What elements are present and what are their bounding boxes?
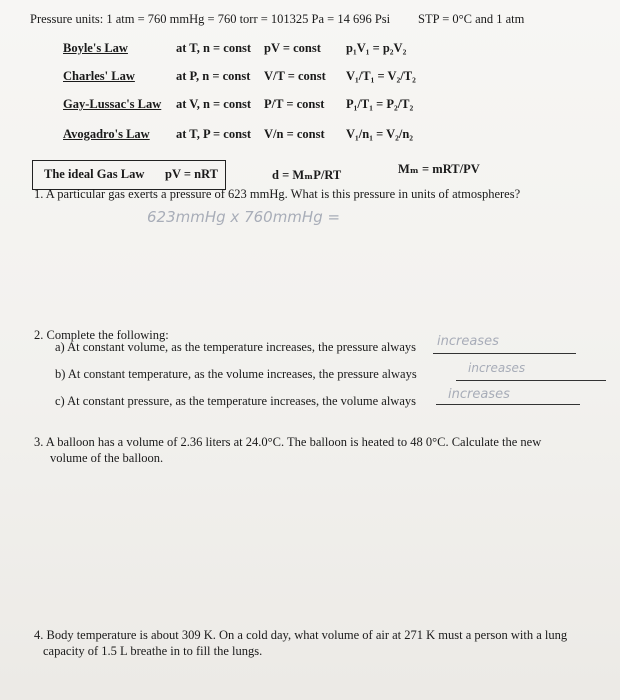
question-4-line-1: 4. Body temperature is about 309 K. On a cold day, what volume of air at 271 K must a person with a lung <box>34 628 568 642</box>
question-2-intro: 2. Complete the following: <box>34 328 169 342</box>
law-equation: p₁V₁ = p₂V₂ <box>346 41 407 55</box>
answer-line <box>433 353 576 354</box>
law-condition: at V, n = const <box>176 97 252 111</box>
law-condition: at P, n = const <box>176 69 251 83</box>
law-relation: V/n = const <box>264 127 325 141</box>
question-2c-answer: increases <box>448 387 510 402</box>
law-relation: pV = const <box>264 41 321 55</box>
law-name: Charles' Law <box>63 69 135 83</box>
law-equation: V₁/T₁ = V₂/T₂ <box>346 69 416 83</box>
question-1-handwritten-answer: 623mmHg x 760mmHg = <box>147 208 341 226</box>
molar-mass-formula: Mₘ = mRT/PV <box>398 162 480 176</box>
pressure-units: Pressure units: 1 atm = 760 mmHg = 760 torr = 101325 Pa = 14 696 Psi <box>30 12 391 26</box>
ideal-gas-label: The ideal Gas Law <box>44 167 145 181</box>
question-2a-answer: increases <box>437 334 499 349</box>
question-1-text: 1. A particular gas exerts a pressure of 623 mmHg. What is this pressure in units of atmospheres? <box>34 187 521 201</box>
answer-line <box>456 380 606 381</box>
law-name: Gay-Lussac's Law <box>63 97 162 111</box>
law-condition: at T, n = const <box>176 41 252 55</box>
law-condition: at T, P = const <box>176 127 252 141</box>
law-relation: P/T = const <box>264 97 325 111</box>
ideal-gas-equation: pV = nRT <box>165 167 219 181</box>
answer-line <box>436 404 580 405</box>
question-4-line-2: capacity of 1.5 L breathe in to fill the lungs. <box>43 644 263 658</box>
law-relation: V/T = const <box>264 69 326 83</box>
question-3-line-1: 3. A balloon has a volume of 2.36 liters at 24.0°C. The balloon is heated to 48 0°C. Calculate the new <box>34 435 542 449</box>
question-2b-text: b) At constant temperature, as the volume increases, the pressure always <box>55 367 417 381</box>
law-equation: V₁/n₁ = V₂/n₂ <box>346 127 414 141</box>
density-formula: d = MₘP/RT <box>272 168 342 182</box>
question-2a-text: a) At constant volume, as the temperature increases, the pressure always <box>55 340 416 354</box>
law-name: Boyle's Law <box>63 41 128 55</box>
question-2b-answer: increases <box>468 361 526 375</box>
question-3-line-2: volume of the balloon. <box>50 451 164 465</box>
law-equation: P₁/T₁ = P₂/T₂ <box>346 97 414 111</box>
question-2c-text: c) At constant pressure, as the temperature increases, the volume always <box>55 394 416 408</box>
stp-definition: STP = 0°C and 1 atm <box>418 12 525 26</box>
law-name: Avogadro's Law <box>63 127 150 141</box>
